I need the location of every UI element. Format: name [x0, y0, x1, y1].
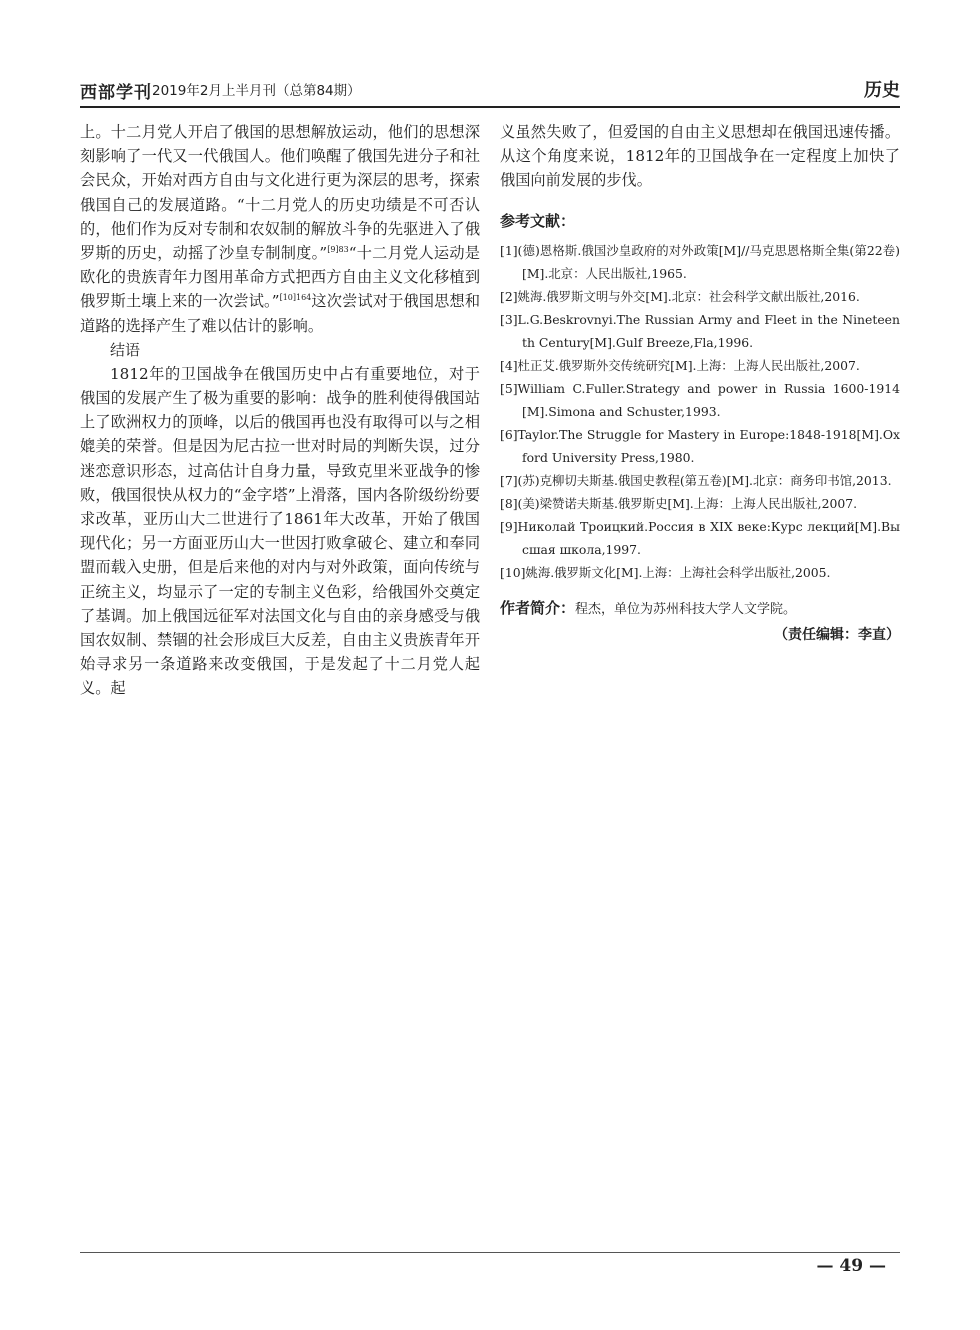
editor-note: （责任编辑：李直）: [774, 626, 900, 643]
author-text: 程杰，单位为苏州科技大学人文学院。: [575, 601, 797, 617]
page-number: — 49 —: [816, 1256, 886, 1276]
references-heading: 参考文献：: [500, 211, 576, 230]
reference-item: [2]姚海.俄罗斯文明与外交[M].北京：社会科学文献出版社,2016.: [500, 288, 860, 304]
issue-info: 2019年2月上半月刊（总第84期）: [152, 83, 361, 99]
body-paragraph-3: 义虽然失败了，但爱国的自由主义思想却在俄国迅速传播。从这个角度来说，1812年的卫国战争在一定程度上加快了俄国向前发展的步伐。: [500, 123, 900, 190]
reference-item: [5]William C.Fuller.Strategy and power in Russia 1600-1914[M].Simona and Schuster,1993.: [500, 380, 900, 419]
journal-logo: 西部学刊: [80, 83, 152, 103]
citation-sup: [9]83: [327, 244, 349, 254]
author-bio: [500, 596, 900, 622]
body-paragraph-2: 1812年的卫国战争在俄国历史中占有重要地位，对于俄国的发展产生了极为重要的影响：战争的胜利使得俄国站上了欧洲权力的顶峰，以后的俄国再也没有取得可以与之相媲美的荣誉。但是因为尼古拉一世对时局的判断失误，过分迷恋意识形态，过高估计自身力量，导致克里米亚战争的惨败，俄国很快从权力的“金字塔”上滑落，国内各阶级纷纷要求改革，亚历山大二世进行了1861年大改革，开始了俄国现代化；另一方面亚历山大一世因打败拿破仑、建立和奉同盟而载入史册，但是后来他的对内与对外政策，面向传统与正统主义，均显示了一定的专制主义色彩，给俄国外交奠定了基调。加上俄国远征军对法国文化与自由的亲身感受与俄国农奴制、禁锢的社会形成巨大反差，自由主义贵族青年开始寻求另一条道路来改变俄国，于是发起了十二月党人起义。起: [80, 364, 480, 698]
right-column: [500, 120, 900, 648]
body-paragraph-1: 上。十二月党人开启了俄国的思想解放运动，他们的思想深刻影响了一代又一代俄国人。他们唤醒了俄国先进分子和社会民众，开始对西方自由与文化进行更为深层的思考，探索俄国自己的发展道路。“十二月党人的历史功绩是不可否认的，他们作为反对专制和农奴制的解放斗争的先驱进入了俄罗斯的历史，动摇了沙皇专制制度。”$^{[9]83}$“十二月党人运动是欧化的贵族青年力图用革命方式把西方自由主义文化移植到俄罗斯土壤上来的一次尝试。”$^{[10]164}$这次尝试对于俄国思想和道路的选择产生了难以估计的影响。: [80, 123, 481, 335]
reference-item: [1](德)恩格斯.俄国沙皇政府的对外政策[M]//马克思恩格斯全集(第22卷)[M].北京：人民出版社,1965.: [500, 242, 900, 281]
reference-item: [7](苏)克柳切夫斯基.俄国史教程(第五卷)[M].北京：商务印书馆,2013.: [500, 472, 892, 488]
reference-item: [10]姚海.俄罗斯文化[M].上海：上海社会科学出版社,2005.: [500, 564, 831, 580]
left-column: [80, 120, 480, 701]
reference-item: [3]L.G.Beskrovnyi.The Russian Army and Fleet in the Nineteenth Century[M].Gulf Breeze,Fla,1996.: [500, 311, 900, 350]
conclusion-heading: 结语: [110, 340, 141, 359]
reference-list: [500, 239, 900, 584]
reference-item: [4]杜正艾.俄罗斯外交传统研究[M].上海：上海人民出版社,2007.: [500, 357, 860, 373]
author-label: 作者简介：: [500, 598, 576, 617]
citation-sup: [10]164: [279, 293, 312, 303]
header-rule: [80, 106, 900, 108]
reference-item: [6]Taylor.The Struggle for Mastery in Europe:1848-1918[M].Oxford University Press,1980.: [500, 426, 900, 465]
section-label: 历史: [864, 80, 900, 101]
reference-item: [9]Николай Троицкий.Россия в XIX веке:Курс лекций[M].Высшая школа,1997.: [500, 518, 900, 557]
reference-item: [8](美)梁赞诺夫斯基.俄罗斯史[M].上海：上海人民出版社,2007.: [500, 495, 858, 511]
footer-rule: [80, 1252, 900, 1253]
page-header: [80, 78, 900, 104]
